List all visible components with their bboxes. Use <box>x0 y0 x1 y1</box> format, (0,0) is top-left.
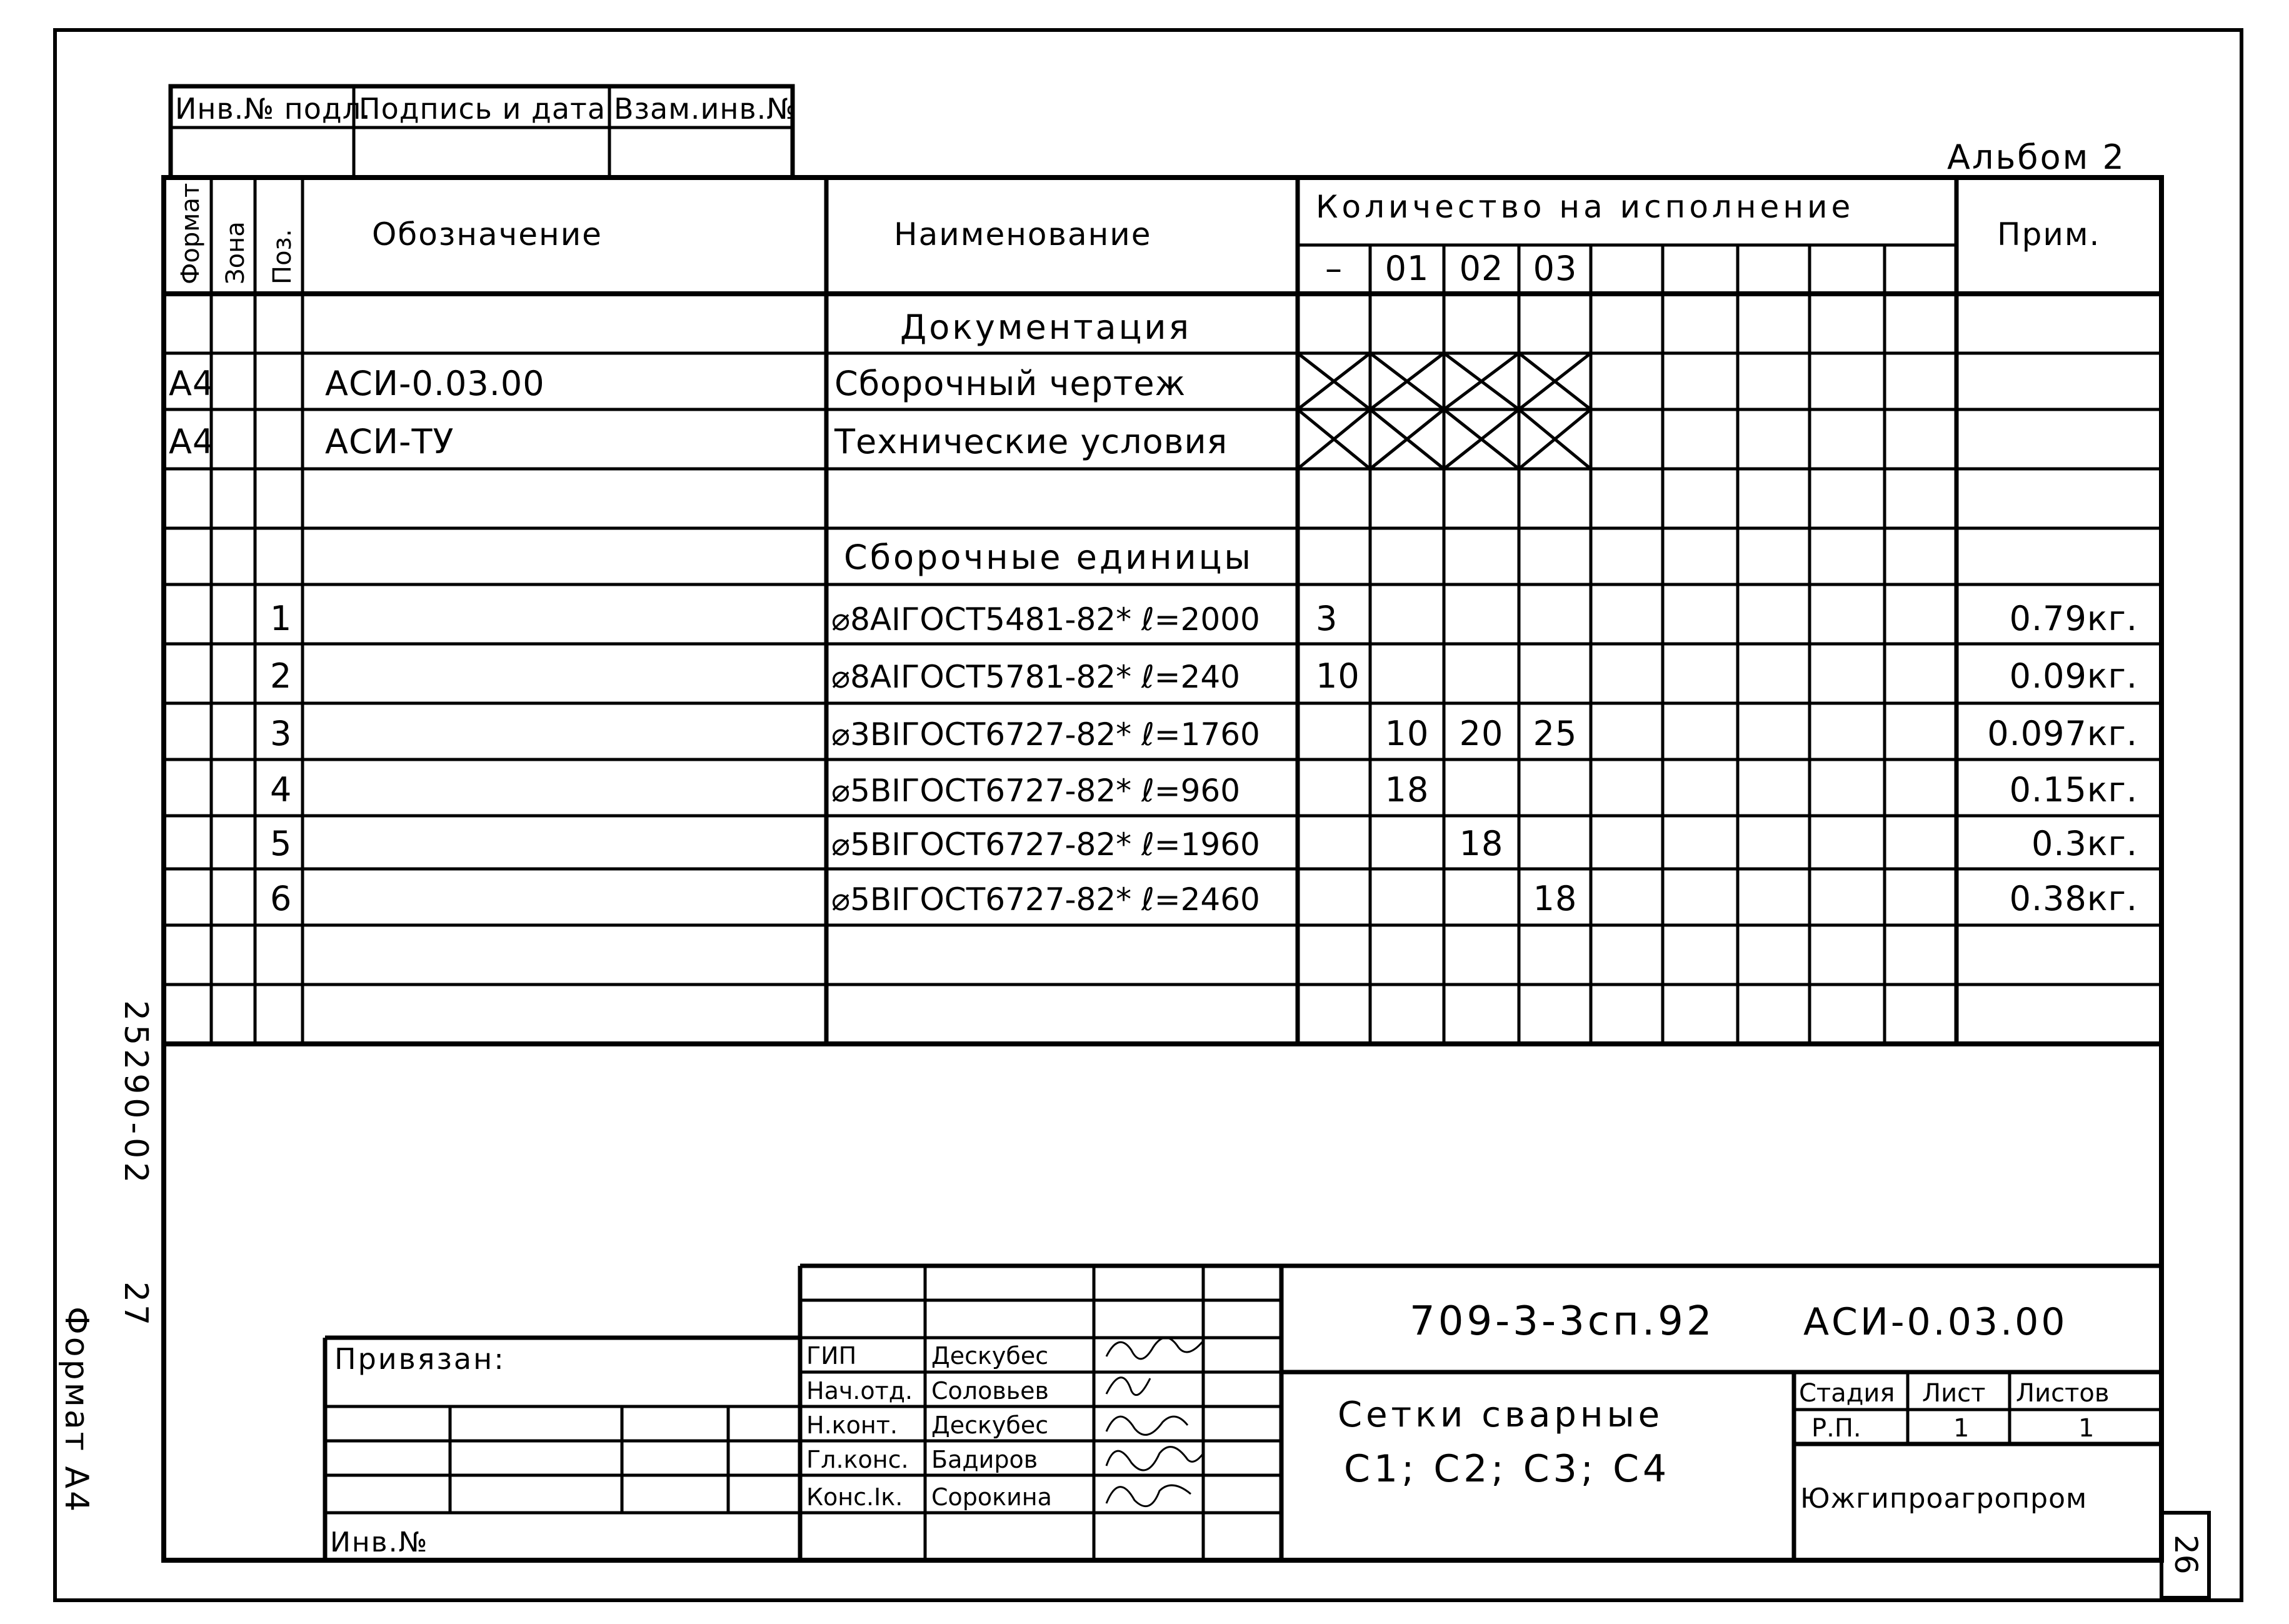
doc-row-2-name: Технические условия <box>834 422 1228 461</box>
section-documentation: Документация <box>900 308 1191 347</box>
title-line-2: С1; С2; С3; С4 <box>1344 1447 1671 1491</box>
document-code: АСИ-0.03.00 <box>1803 1300 2068 1344</box>
variant-02: 02 <box>1459 249 1504 288</box>
item-row-5 <box>270 824 2138 863</box>
sheets-label: Листов <box>2016 1379 2110 1408</box>
item-3-q-01: 10 <box>1385 714 1430 753</box>
section-assembly-units: Сборочные единицы <box>844 538 1254 577</box>
side-page-number: 27 <box>117 1281 154 1328</box>
name-5: Сорокина <box>931 1483 1052 1511</box>
item-3-pos: 3 <box>270 714 293 753</box>
project-number: 709-3-3сп.92 <box>1410 1298 1715 1345</box>
item-6-pos: 6 <box>270 879 293 918</box>
role-2: Нач.отд. <box>806 1377 913 1405</box>
item-row-1 <box>270 599 2138 638</box>
name-1: Дескубес <box>931 1342 1049 1370</box>
sheet-label: Лист <box>1922 1379 1986 1408</box>
item-1-name: ⌀8АⅠГОСТ5481-82* ℓ=2000 <box>831 601 1260 638</box>
inv-no-label: Инв.№ <box>330 1526 429 1558</box>
role-1: ГИП <box>806 1342 857 1370</box>
variant-01: 01 <box>1385 249 1430 288</box>
doc-row-1-name: Сборочный чертеж <box>834 364 1186 403</box>
item-4-pos: 4 <box>270 770 293 809</box>
item-3-q-02: 20 <box>1459 714 1504 753</box>
stamp-vzam-inv: Взам.инв.№ <box>614 92 798 126</box>
item-2-q-base: 10 <box>1316 656 1360 696</box>
item-2-pos: 2 <box>270 656 293 696</box>
item-row-3 <box>270 714 2138 753</box>
doc-row-1-designation: АСИ-0.03.00 <box>325 364 545 403</box>
name-2: Соловьев <box>931 1377 1049 1405</box>
organization: Южгипроагропром <box>1800 1483 2088 1515</box>
header-naimenovanie: Наименование <box>894 216 1152 253</box>
item-4-q-01: 18 <box>1385 770 1430 809</box>
role-3: Н.конт. <box>806 1411 898 1439</box>
stamp-inv-podl: Инв.№ подл. <box>175 92 371 126</box>
name-3: Дескубес <box>931 1411 1049 1439</box>
header-prim: Прим. <box>1997 216 2101 253</box>
item-1-note: 0.79кг. <box>2009 599 2138 638</box>
item-6-q-03: 18 <box>1533 879 1578 918</box>
item-3-name: ⌀3ВⅠГОСТ6727-82* ℓ=1760 <box>831 716 1260 753</box>
item-2-note: 0.09кг. <box>2009 656 2138 696</box>
header-kolichestvo: Количество на исполнение <box>1316 189 1855 225</box>
header-poz: Поз. <box>268 229 297 284</box>
signatures <box>1106 1338 1203 1506</box>
title-line-1: Сетки сварные <box>1338 1395 1664 1435</box>
name-4: Бадиров <box>931 1446 1038 1473</box>
item-2-name: ⌀8АⅠГОСТ5781-82* ℓ=240 <box>831 659 1240 695</box>
item-1-q-base: 3 <box>1316 599 1338 638</box>
doc-row-1-format: А4 <box>169 364 215 403</box>
side-format-label: Формат А4 <box>58 1306 95 1515</box>
header-oboznachenie: Обозначение <box>372 216 603 253</box>
item-3-note: 0.097кг. <box>1987 714 2138 753</box>
header-format: Формат <box>176 183 205 284</box>
item-6-name: ⌀5ВⅠГОСТ6727-82* ℓ=2460 <box>831 881 1260 918</box>
doc-row-2-designation: АСИ-ТУ <box>325 422 454 461</box>
item-row-6 <box>270 879 2138 918</box>
privyazan-label: Привязан: <box>334 1342 506 1376</box>
item-6-note: 0.38кг. <box>2009 879 2138 918</box>
stage-label: Стадия <box>1799 1379 1895 1408</box>
stage-value: Р.П. <box>1811 1414 1861 1443</box>
album-label: Альбом 2 <box>1947 138 2126 177</box>
item-1-pos: 1 <box>270 599 293 638</box>
side-doc-number: 25290-02 <box>117 1000 154 1187</box>
sheets-value: 1 <box>2078 1414 2095 1443</box>
variant-base: – <box>1325 249 1343 288</box>
doc-row-2-format: А4 <box>169 422 215 461</box>
item-row-2 <box>270 656 2138 696</box>
role-4: Гл.конс. <box>806 1446 909 1473</box>
item-row-4 <box>270 770 2138 809</box>
item-5-note: 0.3кг. <box>2031 824 2138 863</box>
item-5-q-02: 18 <box>1459 824 1504 863</box>
header-zona: Зона <box>221 221 250 284</box>
stamp-podpis-data: Подпись и дата <box>359 92 606 126</box>
item-4-name: ⌀5ВⅠГОСТ6727-82* ℓ=960 <box>831 773 1241 809</box>
sheet-value: 1 <box>1953 1414 1970 1443</box>
page-number: 26 <box>2168 1535 2204 1575</box>
item-4-note: 0.15кг. <box>2009 770 2138 809</box>
item-5-name: ⌀5ВⅠГОСТ6727-82* ℓ=1960 <box>831 826 1260 863</box>
item-3-q-03: 25 <box>1533 714 1578 753</box>
item-5-pos: 5 <box>270 824 293 863</box>
role-5: Конс.Ⅰк. <box>806 1483 903 1511</box>
variant-03: 03 <box>1533 249 1578 288</box>
